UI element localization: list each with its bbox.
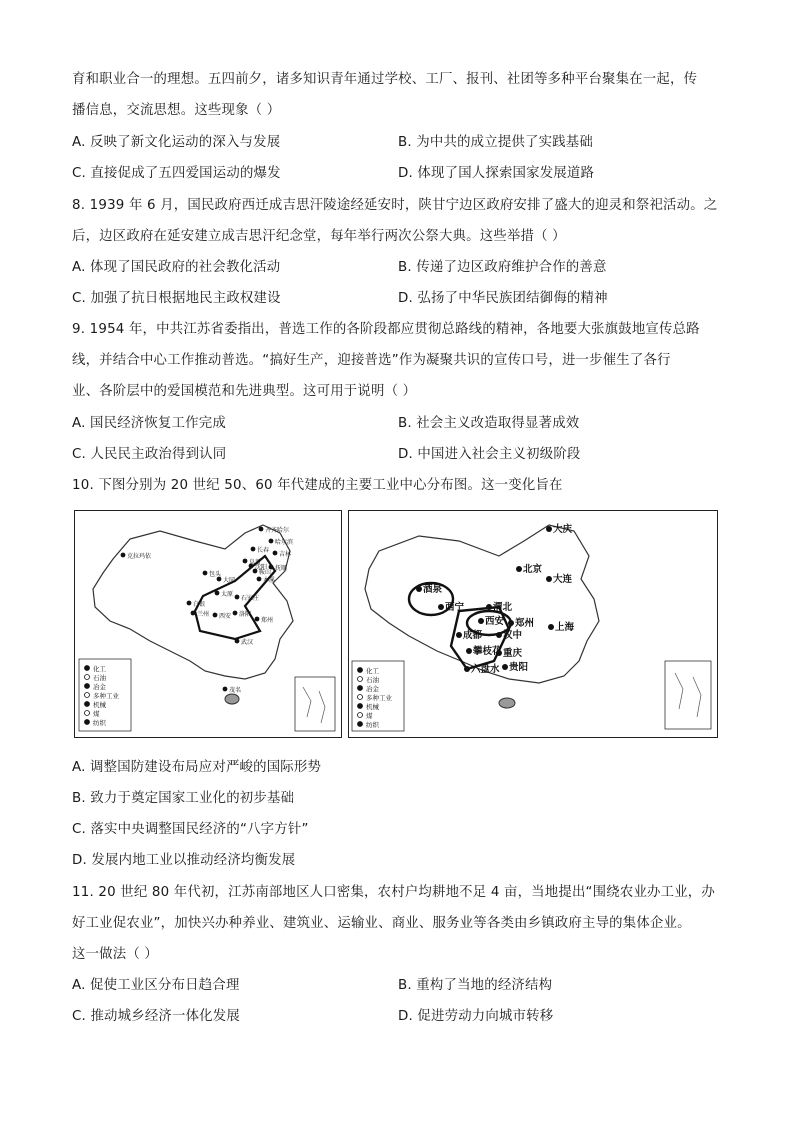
legend-symbol-2 — [85, 684, 90, 689]
city-label-5: 渭北 — [493, 602, 513, 613]
city-label-15: 洛阳 — [239, 611, 252, 618]
q8-option-b[interactable]: B. 传递了边区政府维护合作的善意 — [398, 260, 607, 275]
q7-stem-line2: 播信息，交流思想。这些现象（ ） — [72, 103, 281, 118]
city-label-9: 成都 — [463, 630, 483, 641]
q10-figure — [74, 510, 719, 738]
legend-symbol-1 — [85, 675, 90, 680]
q8-stem-line2: 后，边区政府在延安建立成吉思汗纪念堂，每年举行两次公祭大典。这些举措（ ） — [72, 229, 566, 244]
city-label-3: 酒泉 — [423, 584, 443, 595]
city-label-10: 沈阳 — [255, 564, 268, 571]
legend-label-1: 石油 — [366, 676, 379, 684]
legend-symbol-5 — [358, 713, 363, 718]
city-marker-3 — [416, 586, 422, 592]
legend-symbol-5 — [85, 711, 90, 716]
city-marker-17 — [235, 595, 240, 600]
hainan-1 — [225, 694, 239, 704]
city-marker-1 — [516, 566, 522, 572]
city-label-0: 齐齐哈尔 — [265, 527, 290, 534]
legend-symbol-1 — [358, 677, 363, 682]
city-marker-2 — [546, 576, 552, 582]
city-marker-16 — [255, 617, 260, 622]
city-label-18: 白银 — [193, 601, 206, 608]
city-marker-7 — [508, 620, 514, 626]
city-marker-13 — [191, 611, 196, 616]
legend-label-3: 多种工业 — [93, 692, 119, 700]
city-marker-9 — [456, 632, 462, 638]
city-marker-13 — [502, 664, 508, 670]
q9-stem-line1: 9. 1954 年，中共江苏省委指出，普选工作的各阶段都应贯彻总路线的精神，各地要大张旗鼓地宣传总路 — [72, 322, 700, 337]
city-label-1: 北京 — [523, 564, 543, 575]
map-1950s — [74, 510, 342, 738]
city-label-0: 大庆 — [553, 524, 573, 535]
q7-stem-line1: 育和职业合一的理想。五四前夕，诸多知识青年通过学校、工厂、报刊、社团等多种平台聚集在一起，传 — [72, 72, 698, 87]
city-marker-15 — [233, 611, 238, 616]
q11-stem-line3: 这一做法（ ） — [72, 947, 158, 962]
q7-option-b[interactable]: B. 为中共的成立提供了实践基础 — [398, 135, 593, 150]
city-marker-8 — [548, 624, 554, 630]
china-outline-2 — [365, 525, 599, 683]
city-label-5: 包头 — [209, 571, 222, 578]
city-label-13: 兰州 — [197, 611, 210, 618]
legend-label-3: 多种工业 — [366, 694, 392, 702]
q11-stem-line1: 11. 20 世纪 80 年代初，江苏南部地区人口密集，农村户均耕地不足 4 亩，当地提出“围绕农业办工业，办 — [72, 885, 715, 900]
legend-label-2: 冶金 — [93, 683, 106, 691]
city-marker-3 — [273, 551, 278, 556]
legend-symbol-2 — [358, 686, 363, 691]
city-marker-0 — [259, 527, 264, 532]
q10-option-b[interactable]: B. 致力于奠定国家工业化的初步基础 — [72, 791, 295, 806]
q7-option-a[interactable]: A. 反映了新文化运动的深入与发展 — [72, 135, 281, 150]
city-marker-2 — [251, 547, 256, 552]
city-label-8: 鞍山 — [259, 569, 272, 576]
city-label-4: 西宁 — [445, 602, 465, 613]
q11-option-c[interactable]: C. 推动城乡经济一体化发展 — [72, 1009, 240, 1024]
q9-option-a[interactable]: A. 国民经济恢复工作完成 — [72, 416, 226, 431]
legend-label-5: 煤 — [366, 712, 373, 720]
q9-option-b[interactable]: B. 社会主义改造取得显著成效 — [398, 416, 580, 431]
city-label-6: 西安 — [485, 616, 505, 627]
map-1960s-svg — [349, 511, 717, 737]
city-label-19: 武汉 — [241, 639, 254, 646]
city-label-6: 大同 — [223, 577, 236, 584]
city-marker-12 — [215, 591, 220, 596]
legend-label-5: 煤 — [93, 710, 100, 718]
city-label-16: 郑州 — [261, 617, 274, 624]
q7-option-c[interactable]: C. 直接促成了五四爱国运动的爆发 — [72, 166, 281, 181]
city-label-12: 重庆 — [503, 648, 523, 659]
q9-option-c[interactable]: C. 人民民主政治得到认同 — [72, 447, 227, 462]
q11-option-b[interactable]: B. 重构了当地的经济结构 — [398, 978, 553, 993]
city-marker-4 — [121, 553, 126, 558]
legend-label-6: 纺织 — [366, 721, 379, 729]
map-1960s — [348, 510, 718, 738]
city-label-4: 克拉玛依 — [127, 553, 152, 560]
legend-symbol-6 — [85, 720, 90, 725]
city-label-2: 长春 — [257, 547, 270, 554]
city-marker-18 — [187, 601, 192, 606]
legend-label-1: 石油 — [93, 674, 106, 682]
q8-option-c[interactable]: C. 加强了抗日根据地民主政权建设 — [72, 291, 281, 306]
city-marker-0 — [546, 526, 552, 532]
city-label-10: 汉中 — [503, 630, 523, 641]
q11-option-d[interactable]: D. 促进劳动力向城市转移 — [398, 1009, 554, 1024]
q9-stem-line2: 线，并结合中心工作推动普选。“搞好生产，迎接普选”作为凝聚共识的宣传口号，进一步催生了各行 — [72, 353, 671, 368]
city-marker-10 — [496, 632, 502, 638]
city-label-17: 石家庄 — [241, 595, 260, 602]
city-marker-14 — [213, 613, 218, 618]
city-label-13: 贵阳 — [509, 662, 529, 673]
city-label-11: 攀枝花 — [473, 646, 502, 657]
south-sea-inset-2 — [665, 661, 711, 729]
city-label-7: 阜新 — [249, 559, 262, 566]
city-marker-14 — [464, 666, 470, 672]
city-label-7: 郑州 — [515, 618, 535, 629]
city-marker-5 — [203, 571, 208, 576]
legend-label-2: 冶金 — [366, 685, 379, 693]
south-sea-inset-1 — [295, 677, 335, 731]
map-1950s-svg — [75, 511, 341, 737]
city-marker-7 — [243, 559, 248, 564]
hainan-2 — [499, 698, 515, 708]
city-label-14: 六盘水 — [471, 664, 500, 675]
city-marker-11 — [466, 648, 472, 654]
city-marker-6 — [478, 618, 484, 624]
q9-stem-line3: 业、各阶层中的爱国模范和先进典型。这可用于说明（ ） — [72, 384, 417, 399]
city-marker-5 — [486, 604, 492, 610]
q9-option-d[interactable]: D. 中国进入社会主义初级阶段 — [398, 447, 581, 462]
q8-stem-line1: 8. 1939 年 6 月，国民政府西迁成吉思汗陵途经延安时，陕甘宁边区政府安排了盛大的迎灵和祭祀活动。之 — [72, 198, 718, 213]
legend-symbol-4 — [358, 704, 363, 709]
legend-symbol-6 — [358, 722, 363, 727]
city-label-14: 西安 — [219, 613, 232, 620]
city-label-2: 大连 — [553, 574, 573, 585]
city-marker-20 — [223, 687, 228, 692]
legend-label-4: 机械 — [93, 701, 106, 709]
q10-option-d[interactable]: D. 发展内地工业以推动经济均衡发展 — [72, 853, 296, 868]
city-marker-4 — [438, 604, 444, 610]
city-label-9: 本溪 — [263, 577, 276, 584]
city-label-12: 太原 — [221, 591, 234, 598]
q11-option-a[interactable]: A. 促使工业区分布日趋合理 — [72, 978, 240, 993]
q11-stem-line2: 好工业促农业”，加快兴办种养业、建筑业、运输业、商业、服务业等各类由乡镇政府主导的集体企业。 — [72, 916, 691, 931]
legend-label-0: 化工 — [366, 667, 379, 675]
city-label-1: 哈尔滨 — [275, 539, 294, 546]
legend-label-4: 机械 — [366, 703, 379, 711]
legend-label-6: 纺织 — [93, 719, 106, 727]
legend-symbol-3 — [85, 693, 90, 698]
q10-option-c[interactable]: C. 落实中央调整国民经济的“八字方针” — [72, 822, 309, 837]
city-label-11: 抚顺 — [275, 565, 288, 572]
legend-symbol-0 — [85, 666, 90, 671]
city-marker-9 — [257, 577, 262, 582]
legend-symbol-3 — [358, 695, 363, 700]
city-marker-1 — [269, 539, 274, 544]
city-label-3: 吉林 — [279, 551, 292, 558]
legend-symbol-0 — [358, 668, 363, 673]
q10-stem-line1: 10. 下图分别为 20 世纪 50、60 年代建成的主要工业中心分布图。这一变化旨在 — [72, 478, 563, 493]
q7-option-d[interactable]: D. 体现了国人探索国家发展道路 — [398, 166, 595, 181]
q10-option-a[interactable]: A. 调整国防建设布局应对严峻的国际形势 — [72, 760, 322, 775]
legend-symbol-4 — [85, 702, 90, 707]
legend-label-0: 化工 — [93, 665, 106, 673]
city-label-8: 上海 — [555, 622, 575, 633]
q8-option-d[interactable]: D. 弘扬了中华民族团结御侮的精神 — [398, 291, 608, 306]
q8-option-a[interactable]: A. 体现了国民政府的社会教化活动 — [72, 260, 281, 275]
city-label-20: 茂名 — [229, 687, 242, 694]
city-marker-19 — [235, 639, 240, 644]
